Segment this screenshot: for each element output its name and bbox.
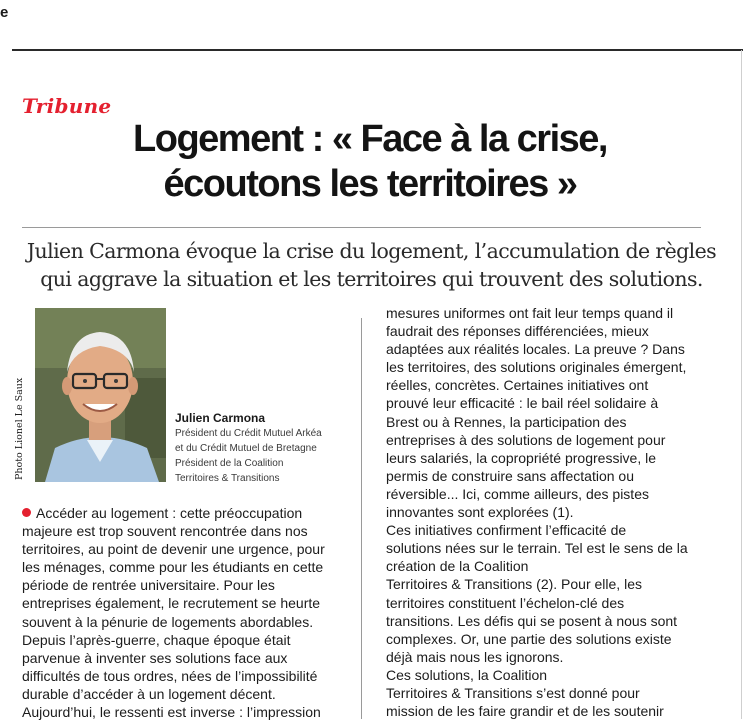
author-info [175,410,350,486]
body-line: mission de les faire grandir et de les soutenir [386,703,664,720]
body-line: mesures uniformes ont fait leur temps quand il [386,305,674,321]
body-line: entreprises à des solutions de logement pour [386,431,666,448]
column-rule [361,318,362,719]
body-line: adaptées aux réalités locales. La preuve ? Dans [386,341,685,358]
body-line: permis de construire sans affectation ou [386,467,634,484]
headline-line: Logement : « Face à la crise, [133,118,607,160]
body-line: Ces solutions, la Coalition [386,666,548,683]
standfirst-line: qui aggrave la situation et les territoires qui trouvent des solutions. [40,267,703,291]
author-role: Président du Crédit Mutuel Arkéa [175,428,322,439]
masthead-fragment: e [0,4,9,21]
body-line: les territoires, des solutions originales émergent, [386,359,687,376]
section-kicker: Tribune [22,94,112,118]
body-line: prouvé leur efficacité : le bail réel solidaire à [386,395,659,412]
page-edge [741,50,742,719]
article-column-left [22,504,352,721]
body-line: déjà mais nous les ignorons. [386,648,564,665]
body-line: Territoires & Transitions s’est donné pour [386,684,640,701]
body-line: Territoires & Transitions (2). Pour elle, les [386,576,642,593]
body-line: faudrait des réponses différenciées, mieux [386,323,649,340]
body-line: réversible... Ici, comme ailleurs, des pistes [386,485,649,502]
top-rule [12,49,743,51]
body-line: parvenue à inventer ses solutions face aux [22,649,288,666]
author-role: et du Crédit Mutuel de Bretagne [175,443,317,454]
article-column-right [386,304,716,720]
body-line: durable d’accéder à un logement décent. [22,685,276,702]
body-line: les ménages, comme pour les étudiants en cette [22,559,324,576]
body-line: réelles, concrètes. Certaines initiatives ont [386,377,649,394]
body-line: territoires, au point de devenir une urgence, pour [22,541,325,558]
body-line: période de rentrée universitaire. Pour les [22,577,275,594]
author-photo [35,308,166,482]
body-line: entreprises également, le recrutement se heurte [22,595,321,612]
body-line: territoires constituent l’échelon-clé des [386,594,625,611]
body-line: difficultés de tous ordres, nées de l’impossibilité [22,667,318,684]
body-line: Aujourd’hui, le ressenti est inverse : l’impression [22,704,321,721]
article-headline [20,117,720,207]
body-line: souvent à la pénurie de logements abordables. [22,613,314,630]
body-line: majeure est trop souvent rencontrée dans nos [22,523,308,540]
standfirst [14,237,729,293]
body-line: complexes. Or, une partie des solutions existe [386,630,672,647]
author-name: Julien Carmona [175,411,266,425]
headline-rule [22,227,701,228]
headline-line: écoutons les territoires » [163,163,577,205]
body-line: Ces initiatives confirment l’efficacité de [386,522,627,539]
body-line: Brest ou à Rennes, la participation des [386,413,627,430]
body-line: solutions nées sur le terrain. Tel est le sens de la [386,540,688,557]
author-role: Président de la Coalition [175,458,284,469]
body-line: leurs salariés, la copropriété progressive, le [386,449,657,466]
body-line: Depuis l’après-guerre, chaque époque était [22,631,291,648]
author-role: Territoires & Transitions [175,473,280,484]
body-line: innovantes sont explorées (1). [386,504,574,521]
red-bullet-icon [22,508,31,517]
body-line: transitions. Les défis qui se posent à nous sont [386,612,678,629]
body-line: création de la Coalition [386,558,529,575]
photo-credit: Photo Lionel Le Saux [14,377,25,480]
body-line: Accéder au logement : cette préoccupation [22,504,352,522]
standfirst-line: Julien Carmona évoque la crise du logement, l’accumulation de règles [26,239,717,263]
